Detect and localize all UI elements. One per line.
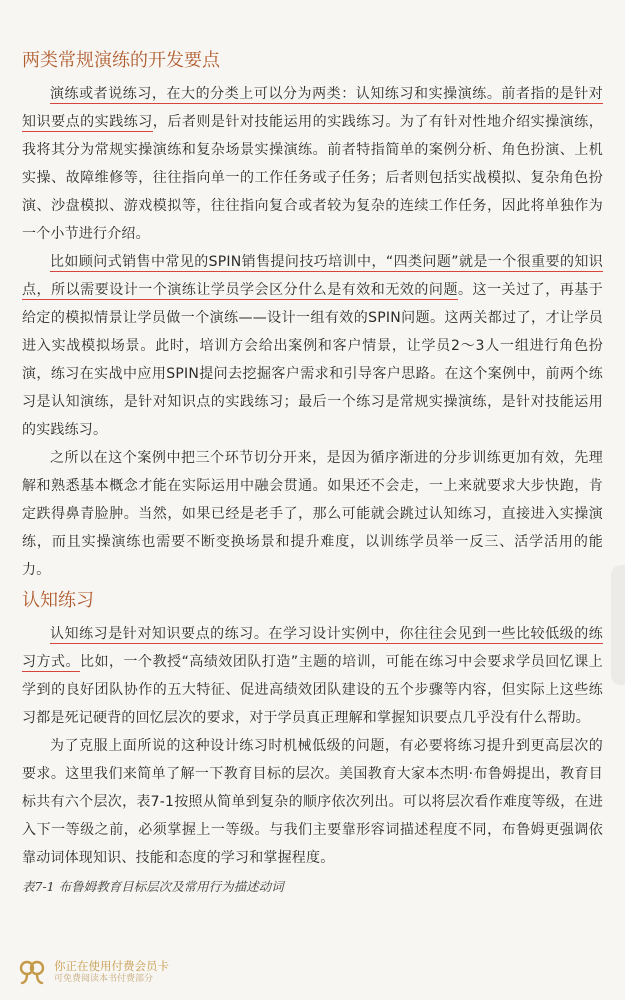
paragraph-text: ，后者则是针对技能运用的实践练习。为了有针对性地介绍实操演练，我将其分为常规实操演练和复杂场景实操演练。前者特指简单的案例分析、角色扮演、上机实操、故障维修等，往往指向单一的工作任务或子任务；后者则包括实战模拟、复杂角色扮演、沙盘模拟、游戏模拟等，往往指向复合或者较为复杂的连续工作任务，因此将单独作为一个小节进行介绍。 [22, 114, 603, 242]
highlighted-text[interactable]: 认知练习是针对知识要点的练习。在学习设计实例中，你往往会见到一些比较低级的练习方式。 [22, 626, 603, 670]
paragraph-text: 。这一关过了，再基于给定的模拟情景让学员做一个演练——设计一组有效的SPIN问题。这两关都过了，才让学员进入实战模拟场景。此时，培训方会给出案例和客户情景，让学员2～3人一组进行角色扮演，练习在实战中应用SPIN提问去挖掘客户需求和引导客户思路。在这个案例中，前两个练习是认知演练，是针对知识点的实践练习；最后一个练习是常规实操演练，是针对技能运用的实践练习。 [22, 282, 603, 438]
paragraph-spin-example [22, 248, 603, 444]
highlighted-text[interactable]: 演练或者说练习，在大的分类上可以分为两类：认知练习和实操演练。前者指的是针对知识要点的实践练习 [22, 86, 603, 130]
paragraph-stepwise: 之所以在这个案例中把三个环节切分开来，是因为循序渐进的分步训练更加有效，先理解和熟悉基本概念才能在实际运用中融会贯通。如果还不会走，一上来就要求大步快跑，肯定跌得鼻青脸肿。当然，如果已经是老手了，那么可能就会跳过认知练习，直接进入实操演练，而且实操演练也需要不断变换场景和提升难度，以训练学员举一反三、活学活用的能力。 [22, 450, 603, 578]
paragraph-intro [22, 80, 603, 248]
table-caption: 表7-1 布鲁姆教育目标层次及常用行为描述动词 [22, 879, 284, 894]
paragraph-text: 比如，一个教授“高绩效团队打造”主题的培训，可能在练习中会要求学员回忆课上学到的良好团队协作的五大特征、促进高绩效团队建设的五个步骤等内容，但实际上这些练习都是死记硬背的回忆层次的要求，对于学员真正理解和掌握知识要点几乎没有什么帮助。 [22, 654, 603, 726]
membership-logo-icon [18, 958, 46, 986]
membership-status: 你正在使用付费会员卡 [54, 958, 169, 973]
section-heading-drill-types: 两类常规演练的开发要点 [22, 50, 220, 71]
section-heading-cognitive-practice: 认知练习 [22, 590, 94, 611]
membership-banner[interactable] [18, 958, 169, 986]
membership-note: 可免费阅读本书付费部分 [54, 973, 154, 984]
highlighted-text[interactable]: 比如顾问式销售中常见的SPIN销售提问技巧培训中，“四类问题”就是一个很重要的知识点，所以需要设计一个演练让学员学会区分什么是有效和无效的问题 [22, 254, 603, 298]
side-handle[interactable] [611, 565, 625, 685]
paragraph-cognitive [22, 620, 603, 732]
paragraph-bloom: 为了克服上面所说的这种设计练习时机械低级的问题，有必要将练习提升到更高层次的要求。这里我们来简单了解一下教育目标的层次。美国教育大家本杰明·布鲁姆提出，教育目标共有六个层次，表7-1按照从简单到复杂的顺序依次列出。可以将层次看作难度等级，在进入下一等级之前，必须掌握上一等级。与我们主要靠形容词描述程度不同，布鲁姆更强调依靠动词体现知识、技能和态度的学习和掌握程度。 [22, 738, 603, 866]
